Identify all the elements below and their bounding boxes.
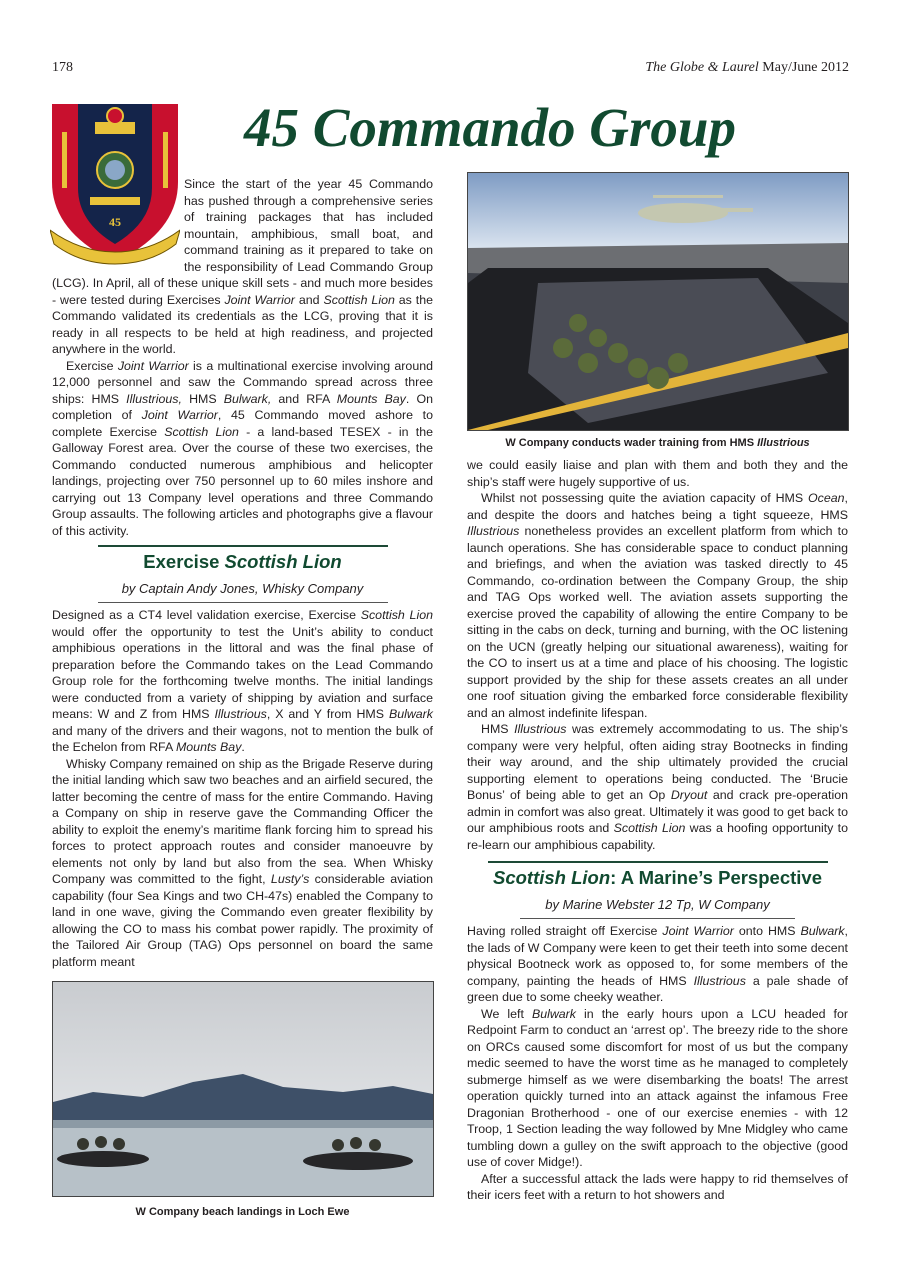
text: Whilst not possessing quite the aviation capacity of HMS <box>481 491 809 505</box>
text: and many of the drivers and their wagons, not to mention the bulk of the Echelon from RFA <box>52 723 433 754</box>
paragraph <box>467 457 848 490</box>
text: Since the start of the year 45 Commando has pushed through a comprehensive series of training packages that has included mountain, amphibious, small boat, and command training as it prepared to take on the responsibility of Lead Commando Group (LCG). In April, all of these unique skill sets - and much more besides - were tested during Exercises <box>52 177 433 307</box>
caption-italic-text: Illustrious <box>757 437 810 449</box>
italic-text: Illustrious <box>214 707 267 721</box>
text: as the Commando validated its credentials as the LCG, proving that it is ready in all respects to be held at high readiness, and projected anywhere in the world. <box>52 292 433 356</box>
italic-text: Bulwark <box>800 924 845 938</box>
italic-text: Lusty’s <box>270 872 310 886</box>
text: in the early hours upon a LCU headed for Redpoint Farm to conduct an ‘arrest op’. The breezy ride to the shore on ORCs caused some discomfort for most of us but the company medic seemed to have the worst time as he managed to completely submerge himself as we were disembarking the boats! The arrest operation quickly turned into an attack against the infamous Free Dragonian Brotherhood - one of our exercise enemies - with 12 Troop, 1 Section leading the way followed by Mne Midgley who came tumbling down a gulley on the swift approach to the objective (good use of cover Midge!). <box>467 1006 848 1169</box>
text: We left <box>481 1006 532 1021</box>
paragraph <box>467 923 848 1006</box>
running-header <box>645 60 849 76</box>
text: would offer the opportunity to test the Unit’s ability to conduct amphibious operations in the littoral and was the final phase of preparation before the Commando takes on the Lead Commando Group role for the forthcoming twelve months. The initial landings were conducted from a variety of shipping by aviation and surface means: W and Z from HMS <box>52 624 433 721</box>
text: After a successful attack the lads were happy to rid themselves of their icers feet with a return to hot showers and <box>467 1171 848 1202</box>
photo-loch-ewe-landings <box>52 981 434 1197</box>
svg-text:45: 45 <box>109 215 121 229</box>
heading-italic-text: Scottish Lion <box>224 551 342 572</box>
italic-text: Joint Warrior <box>117 358 189 373</box>
text: and crack pre-operation admin in comfort was also great. Ultimately it was good to get back to our amphibious roots and <box>467 788 848 835</box>
text: onto HMS <box>733 924 801 938</box>
italic-text: Dryout <box>670 788 708 802</box>
heading-text: Exercise <box>143 551 225 572</box>
paragraph <box>52 756 433 971</box>
italic-text: Illustrious <box>467 524 520 538</box>
section-divider <box>98 545 388 547</box>
photo-wader-training <box>467 172 849 431</box>
article1-body <box>52 607 433 970</box>
text: . On completion of <box>52 391 433 422</box>
text: a pale shade of green due to some cheeky weather. <box>467 973 848 1004</box>
text: considerable aviation capability (four Sea Kings and two CH-47s) enabled the Company to land in one wave, giving the Commando even greater flexibility by allowing the CO to mass his combat power rapidly. The proximity of the Tailored Air Group (TAG) Ops personnel on board the same platform meant <box>52 872 433 969</box>
text: and RFA <box>271 391 337 406</box>
italic-text: Illustrious, <box>126 391 182 406</box>
right-column <box>467 457 848 1204</box>
section-divider <box>488 861 828 863</box>
italic-text: Bulwark <box>531 1006 577 1021</box>
commando-crest-logo <box>50 102 180 268</box>
issue-date: May/June 2012 <box>762 60 849 75</box>
article2-body <box>467 923 848 1204</box>
article1-byline: by Captain Andy Jones, Whisky Company <box>121 581 364 596</box>
paragraph <box>52 358 433 540</box>
photo1-caption <box>467 437 848 449</box>
paragraph <box>467 721 848 853</box>
text: we could easily liaise and plan with them and both they and the ship’s staff were hugely supportive of us. <box>467 458 848 489</box>
paragraph <box>467 1006 848 1171</box>
magazine-name: The Globe & Laurel <box>645 60 759 75</box>
paragraph <box>52 607 433 756</box>
photo2-caption: W Company beach landings in Loch Ewe <box>135 1206 350 1218</box>
italic-text: Scottish Lion <box>360 608 433 622</box>
italic-text: Joint Warrior <box>662 924 734 938</box>
text: is a multinational exercise involving around 12,000 personnel and saw the Commando spread across three ships: HMS <box>52 358 433 406</box>
text: HMS <box>181 391 224 406</box>
intro-section <box>52 176 433 970</box>
text: was a hoofing opportunity to re-learn our amphibious capability. <box>467 821 848 852</box>
italic-text: Bulwark, <box>223 391 272 406</box>
text: . <box>241 740 245 754</box>
byline-divider <box>98 602 388 603</box>
paragraph <box>467 1171 848 1204</box>
italic-text: Mounts Bay <box>175 740 242 754</box>
text: HMS <box>481 722 515 736</box>
text: was extremely accommodating to us. The ship’s company were very helpful, often aiding stray Bootnecks in finding their way around, and the ship ultimately provided the crucial supporting element to operations being conducted. The ‘Brucie Bonus’ of being able to get an Op <box>467 722 848 802</box>
text: Whisky Company remained on ship as the Brigade Reserve during the initial landing which saw two beaches and an airfield secured, the latter becoming the centre of mass for the entire Commando. Having a Company on ship in reserve gave the Commanding Officer the ability to exploit the enemy’s maritime flank forcing him to spread his forces to protect approach routes and consider manoeuvre by elements not only by land but also from the sea. When Whisky Company was committed to the fight, <box>52 756 433 886</box>
italic-text: Bulwark <box>388 707 434 721</box>
italic-text: Scottish Lion <box>323 292 395 307</box>
article2-heading <box>467 865 848 891</box>
text: Having rolled straight off Exercise <box>467 924 663 938</box>
text: Exercise <box>66 358 118 373</box>
article2-byline: by Marine Webster 12 Tp, W Company <box>545 897 770 912</box>
article1-heading <box>52 549 433 575</box>
text: , the lads of W Company were keen to get their teeth into some decent physical Bootneck work as opposed to, for some members of the company, painting the heads of HMS <box>467 924 848 988</box>
italic-text: Ocean <box>808 491 845 505</box>
text: nonetheless provides an excellent platform from which to launch operations. She has considerable space to conduct planning and briefings, and when the aviation was tasked directly to 45 Commando, co-ordination between the Company Group, the ship and TAG Ops worked well. The aviation assets supporting the exercise proved the capability of allowing the entire Company to be sitting in the cabs on deck, turning and burning, with the OC listening on the UCN (greatly helping our situational awareness), waiting for the CO to insert us at a time and place of his choosing. The logistic support provided by the ship for these assets creates an all under one roof situation giving the embarked force considerable flexibility and an almost indefinite lifespan. <box>467 524 848 720</box>
italic-text: Illustrious <box>693 973 746 988</box>
article1-continued <box>467 457 848 853</box>
italic-text: Joint Warrior <box>141 408 218 422</box>
heading-italic-text: Scottish Lion <box>493 867 611 888</box>
text: , X and Y from HMS <box>266 707 389 721</box>
italic-text: Illustrious <box>514 722 567 736</box>
page-number: 178 <box>52 60 73 75</box>
paragraph <box>467 490 848 721</box>
heading-text: : A Marine’s Perspective <box>610 867 822 888</box>
text: - a land-based TESEX - in the Galloway Forest area. Over the course of these two exercises, the Commando conducted numerous amphibious and helicopter landings, projecting over 750 personnel up to 60 miles inshore and carrying out 13 Company level operations and three Commando Group assaults. The following articles and photographs give a flavour of this activity. <box>52 424 433 538</box>
text: Designed as a CT4 level validation exercise, Exercise <box>52 608 361 622</box>
byline-divider <box>520 918 795 919</box>
text: , and despite the doors and hatches being a tight squeeze, HMS <box>467 491 848 522</box>
caption-text: W Company conducts wader training from HMS <box>505 437 758 449</box>
page-title: 45 Commando Group <box>243 97 737 158</box>
text: and <box>294 292 324 307</box>
italic-text: Joint Warrior <box>224 292 295 307</box>
italic-text: Mounts Bay <box>336 391 406 406</box>
italic-text: Scottish Lion <box>164 424 239 439</box>
italic-text: Scottish Lion <box>613 821 686 835</box>
text: , 45 Commando moved ashore to complete Exercise <box>52 408 434 439</box>
